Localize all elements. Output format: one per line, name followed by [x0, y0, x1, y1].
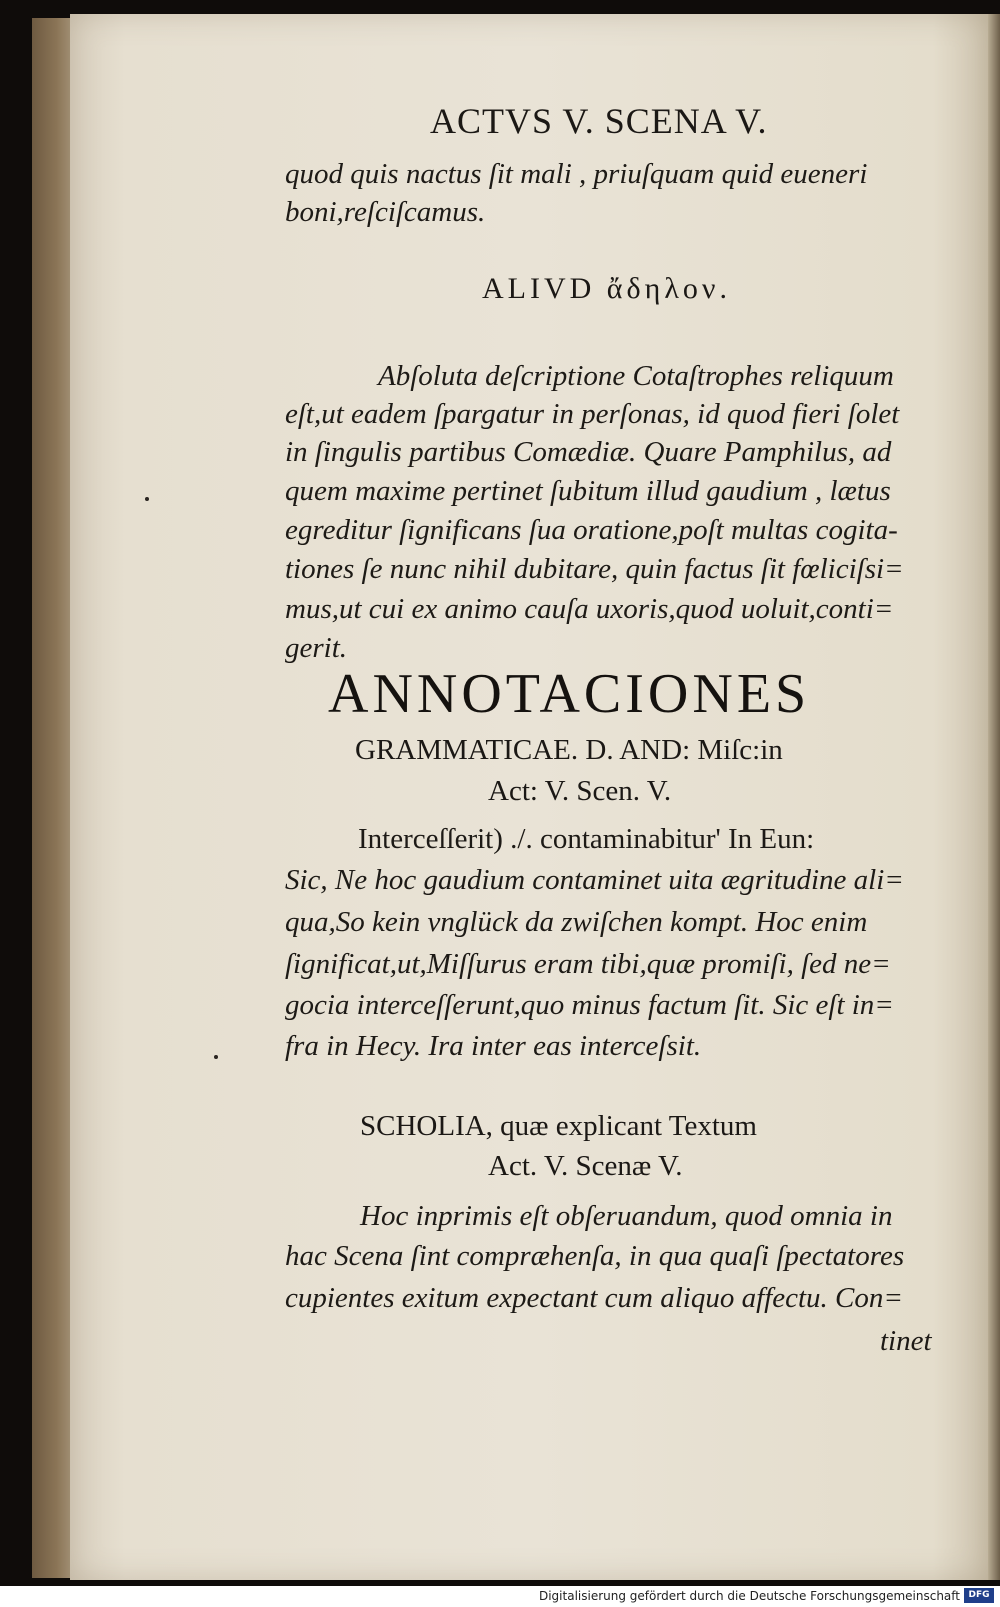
text-line: tiones ſe nunc nihil dubitare, quin factus ſit fœliciſsi= [285, 553, 904, 585]
text-line: fra in Hecy. Ira inter eas interceſsit. [285, 1030, 702, 1062]
text-line: Abſoluta deſcriptione Cotaſtrophes reliquum [378, 360, 894, 392]
text-line: boni,reſciſcamus. [285, 196, 486, 228]
dfg-logo: DFG [964, 1588, 994, 1603]
subhead: Act: V. Scen. V. [488, 775, 672, 807]
text-line: quod quis nactus ſit mali , priuſquam quid eueneri [285, 158, 868, 190]
text-line: gocia interceſſerunt,quo minus factum ſit. Sic eſt in= [285, 989, 894, 1021]
text-line: cupientes exitum expectant cum aliquo affectu. Con= [285, 1282, 903, 1314]
ink-speck [145, 497, 149, 501]
text-line: quem maxime pertinet ſubitum illud gaudium , lætus [285, 475, 891, 507]
text-line: qua,So kein vnglück da zwiſchen kompt. Hoc enim [285, 906, 868, 938]
text-line: ſignificat,ut,Miſſurus eram tibi,quæ promiſi, ſed ne= [285, 948, 891, 980]
text-line: Interceſſerit) ./. contaminabitur' In Eun: [358, 823, 815, 855]
text-line: mus,ut cui ex animo cauſa uxoris,quod uoluit,conti= [285, 593, 894, 625]
catchword: tinet [880, 1325, 932, 1357]
text-line: Hoc inprimis eſt obſeruandum, quod omnia in [360, 1200, 893, 1232]
text-line: Sic, Ne hoc gaudium contaminet uita ægritudine ali= [285, 864, 904, 896]
subhead: SCHOLIA, quæ explicant Textum [360, 1110, 757, 1142]
text-line: gerit. [285, 632, 348, 664]
section-title: ALIVD ἄδηλον. [482, 272, 731, 305]
text-line: hac Scena ſint compræhenſa, in qua quaſi ſpectatores [285, 1240, 905, 1272]
subhead: GRAMMATICAE. D. AND: Miſc:in [355, 734, 783, 766]
text-line: egreditur ſignificans ſua oratione,poſt multas cogita- [285, 514, 898, 546]
text-line: in ſingulis partibus Comædiæ. Quare Pamphilus, ad [285, 436, 892, 468]
annotations-title: ANNOTACIONES [328, 663, 811, 725]
ink-speck [214, 1055, 218, 1059]
page-edge [988, 14, 1000, 1580]
funding-credit: Digitalisierung gefördert durch die Deutsche Forschungsgemeinschaft [538, 1589, 960, 1603]
running-head: ACTVS V. SCENA V. [430, 101, 768, 141]
subhead: Act. V. Scenæ V. [488, 1150, 683, 1182]
text-line: eſt,ut eadem ſpargatur in perſonas, id quod fieri ſolet [285, 398, 900, 430]
